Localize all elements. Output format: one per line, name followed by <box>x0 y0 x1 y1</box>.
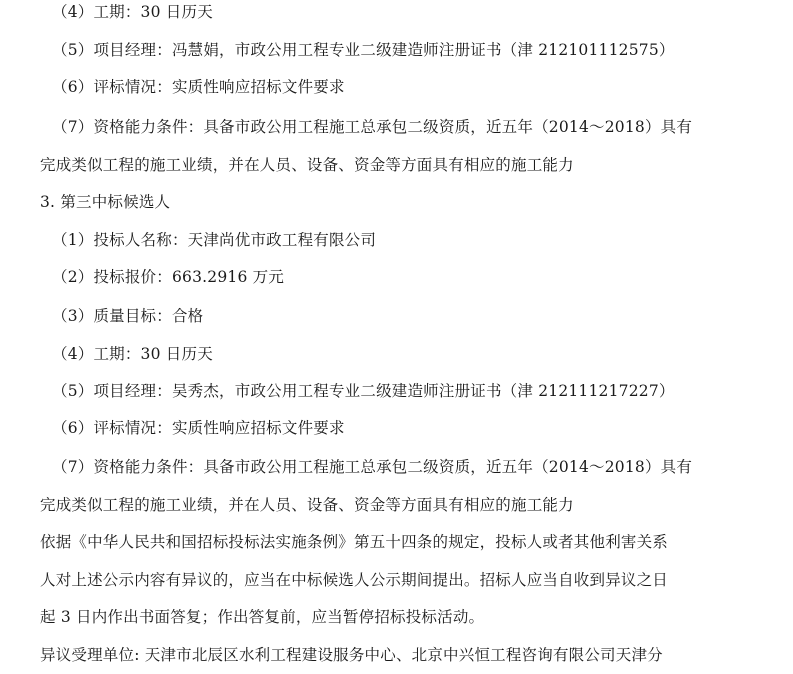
section-heading-third-candidate: 3. 第三中标候选人 <box>40 193 171 211</box>
clause-4-duration-third: （4）工期：30 日历天 <box>52 345 213 363</box>
clause-4-duration: （4）工期：30 日历天 <box>52 3 213 21</box>
clause-6-evaluation-third: （6）评标情况：实质性响应招标文件要求 <box>52 419 345 437</box>
clause-7-qualification-third: （7）资格能力条件：具备市政公用工程施工总承包二级资质，近五年（2014～2018）具有 <box>52 458 693 476</box>
clause-2-bid-price: （2）投标报价：663.2916 万元 <box>52 268 285 286</box>
clause-5-project-manager-third: （5）项目经理：吴秀杰，市政公用工程专业二级建造师注册证书（津 212111217227） <box>52 382 675 400</box>
clause-7-qualification-cont: 完成类似工程的施工业绩，并在人员、设备、资金等方面具有相应的施工能力 <box>40 156 574 174</box>
clause-6-evaluation: （6）评标情况：实质性响应招标文件要求 <box>52 78 345 96</box>
clause-1-bidder-name: （1）投标人名称：天津尚优市政工程有限公司 <box>52 231 377 249</box>
objection-receiving-unit: 异议受理单位: 天津市北辰区水利工程建设服务中心、北京中兴恒工程咨询有限公司天津分 <box>40 646 663 664</box>
objection-notice-line-3: 起 3 日内作出书面答复；作出答复前，应当暂停招标投标活动。 <box>40 608 485 626</box>
clause-7-qualification-third-cont: 完成类似工程的施工业绩，并在人员、设备、资金等方面具有相应的施工能力 <box>40 496 574 514</box>
clause-5-project-manager: （5）项目经理：冯慧娟，市政公用工程专业二级建造师注册证书（津 212101112575） <box>52 41 675 59</box>
clause-7-qualification: （7）资格能力条件：具备市政公用工程施工总承包二级资质，近五年（2014～2018）具有 <box>52 118 693 136</box>
clause-3-quality-target: （3）质量目标：合格 <box>52 307 204 325</box>
objection-notice-line-2: 人对上述公示内容有异议的，应当在中标候选人公示期间提出。招标人应当自收到异议之日 <box>40 571 669 589</box>
objection-notice-line-1: 依据《中华人民共和国招标投标法实施条例》第五十四条的规定，投标人或者其他利害关系 <box>40 533 669 551</box>
